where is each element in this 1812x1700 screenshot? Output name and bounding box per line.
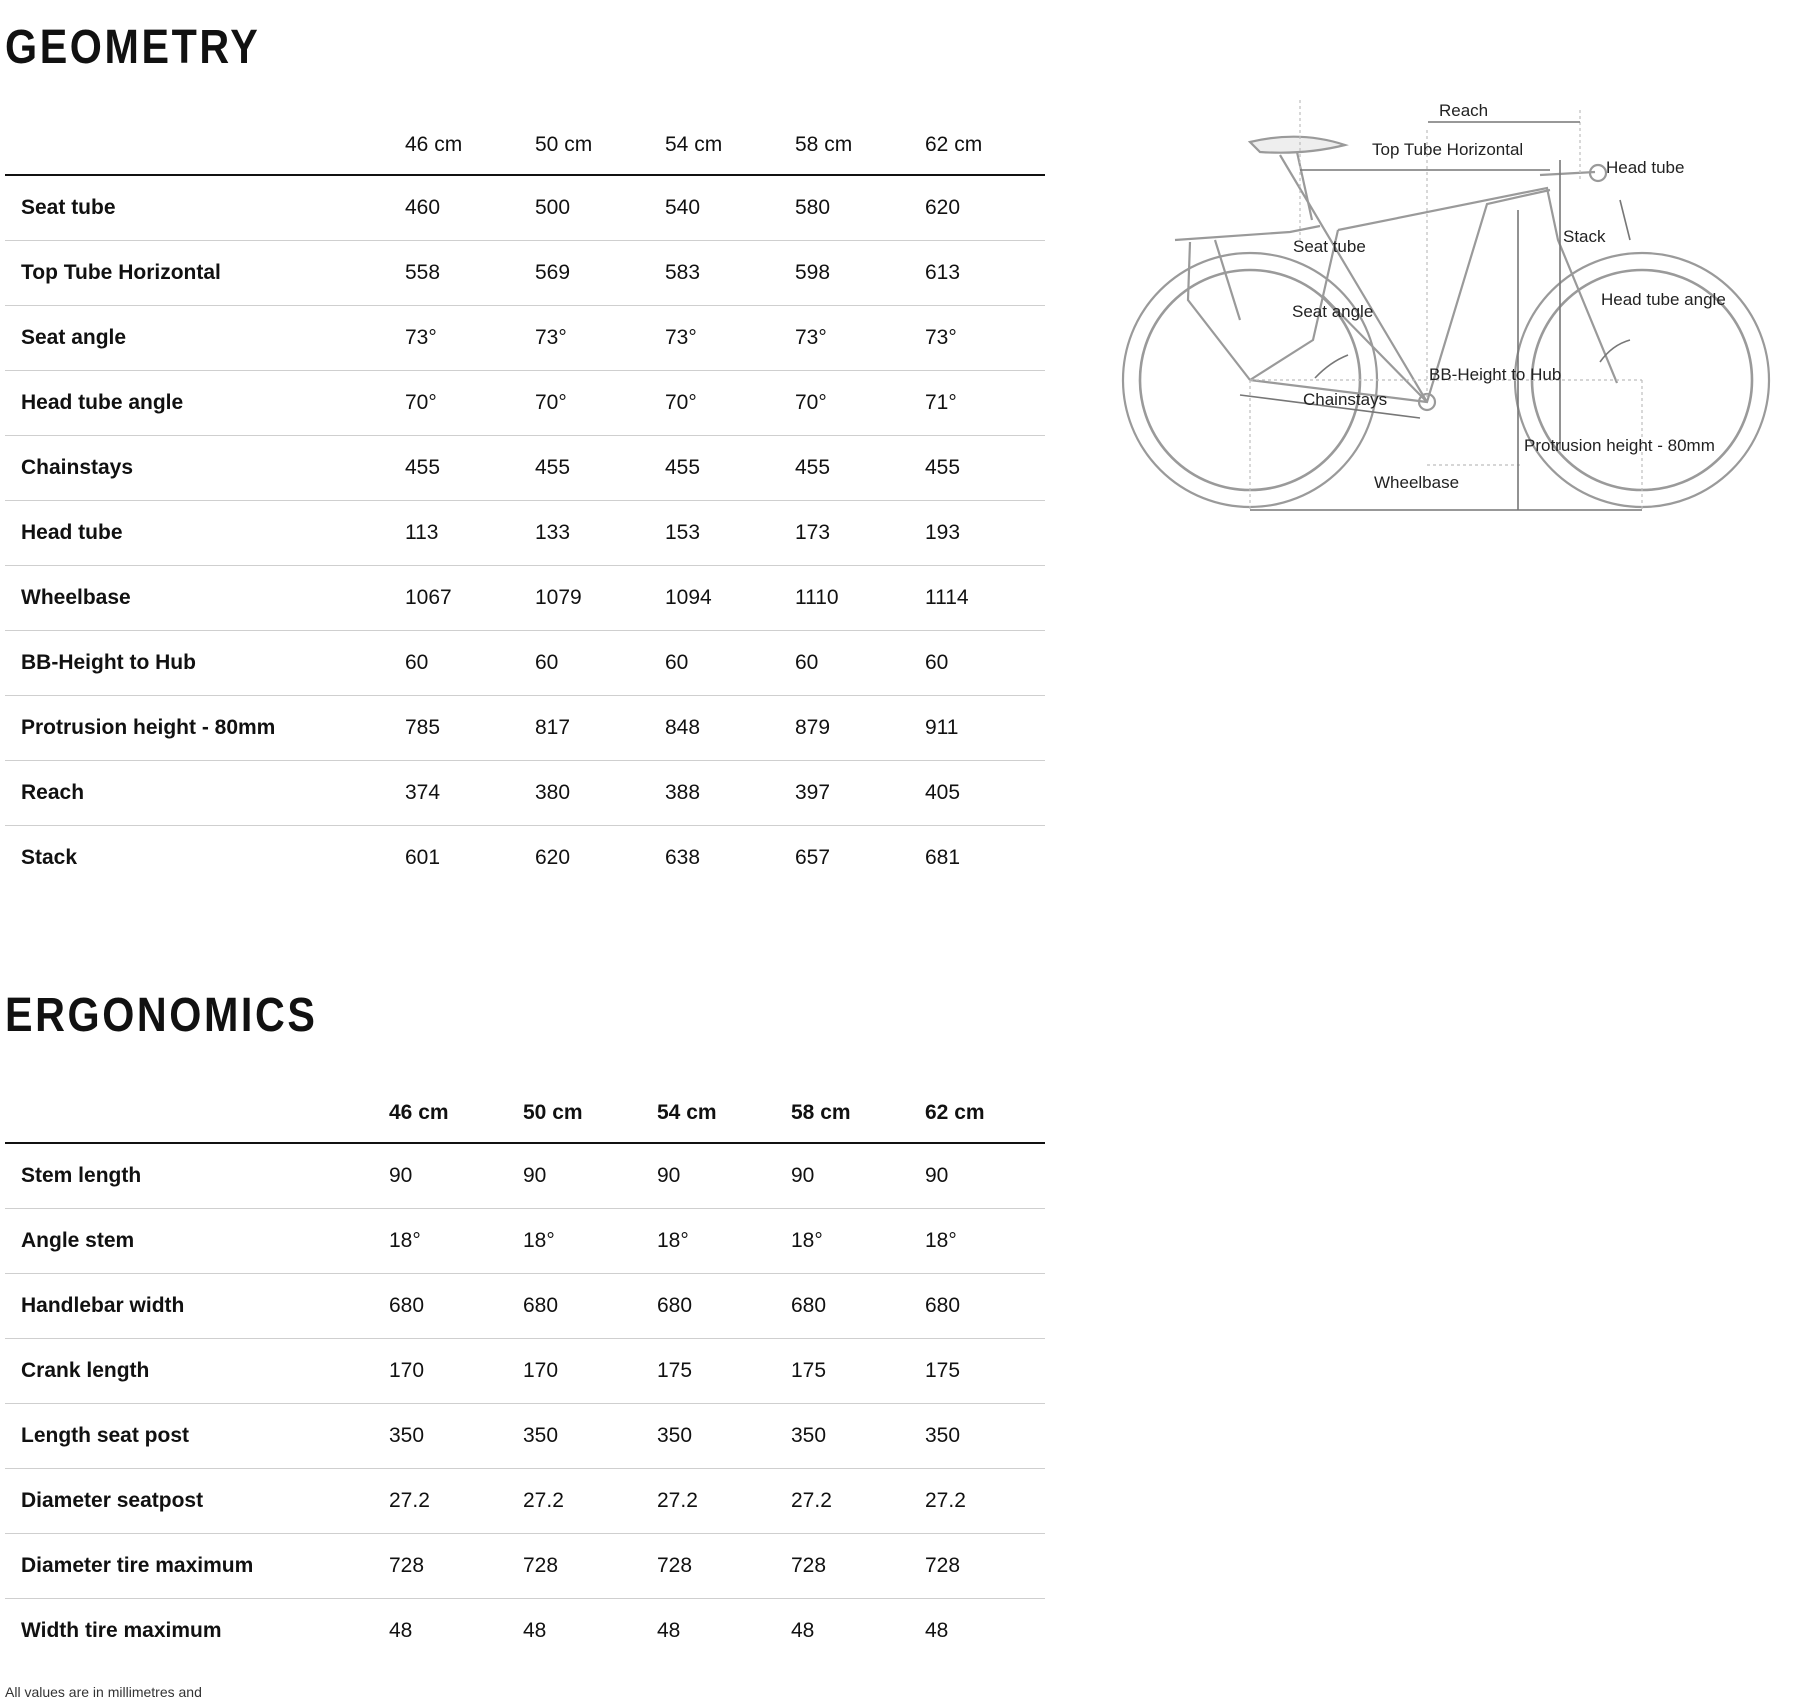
geometry-cell: 60	[535, 650, 559, 674]
ergonomics-row	[5, 1468, 1045, 1533]
diagram-label-protrusion: Protrusion height - 80mm	[1524, 436, 1715, 455]
geometry-cell: 620	[535, 845, 571, 869]
ergonomics-row-label: Crank length	[21, 1358, 150, 1382]
geometry-cell: 601	[405, 845, 441, 869]
geometry-row	[5, 500, 1045, 565]
ergonomics-row-label: Handlebar width	[21, 1293, 185, 1317]
ergonomics-cell: 680	[523, 1293, 559, 1317]
ergonomics-cell: 18°	[657, 1228, 689, 1252]
geometry-cell: 540	[665, 195, 701, 219]
geometry-row	[5, 240, 1045, 305]
geometry-row-label: Stack	[21, 845, 78, 869]
geometry-cell: 405	[925, 780, 961, 804]
geometry-cell: 1094	[665, 585, 712, 609]
ergonomics-cell: 27.2	[925, 1488, 966, 1512]
geometry-cell: 681	[925, 845, 961, 869]
ergonomics-cell: 48	[657, 1618, 681, 1642]
geometry-title: GEOMETRY	[5, 21, 261, 74]
ergonomics-cell: 170	[523, 1358, 559, 1382]
geometry-cell: 455	[535, 455, 571, 479]
geometry-col-header: 58 cm	[795, 133, 853, 156]
diagram-label-reach: Reach	[1439, 101, 1489, 120]
geometry-cell: 638	[665, 845, 701, 869]
ergonomics-cell: 27.2	[791, 1488, 832, 1512]
geometry-cell: 620	[925, 195, 961, 219]
ergonomics-col-header: 54 cm	[657, 1101, 717, 1124]
geometry-cell: 500	[535, 195, 571, 219]
geometry-cell: 613	[925, 260, 961, 284]
geometry-cell: 70°	[535, 390, 567, 414]
geometry-row-label: Seat angle	[21, 325, 127, 349]
geometry-cell: 1067	[405, 585, 452, 609]
ergonomics-header-row	[5, 1084, 1045, 1143]
geometry-row	[5, 305, 1045, 370]
ergonomics-cell: 48	[791, 1618, 815, 1642]
geometry-cell: 133	[535, 520, 571, 544]
geometry-cell: 580	[795, 195, 831, 219]
geometry-row-label: Reach	[21, 780, 85, 804]
geometry-cell: 73°	[795, 325, 827, 349]
diagram-label-chainstays: Chainstays	[1303, 390, 1388, 409]
geometry-row	[5, 175, 1045, 240]
geometry-cell: 460	[405, 195, 441, 219]
geometry-cell: 1110	[795, 585, 839, 609]
ergonomics-row	[5, 1598, 1045, 1663]
ergonomics-cell: 48	[523, 1618, 547, 1642]
geometry-cell: 558	[405, 260, 441, 284]
geometry-cell: 73°	[535, 325, 567, 349]
geometry-row-label: Seat tube	[21, 195, 116, 219]
geometry-cell: 71°	[925, 390, 957, 414]
geometry-col-header: 62 cm	[925, 133, 983, 156]
ergonomics-row	[5, 1403, 1045, 1468]
ergonomics-cell: 680	[925, 1293, 961, 1317]
geometry-cell: 848	[665, 715, 701, 739]
ergonomics-cell: 18°	[791, 1228, 823, 1252]
ergonomics-row	[5, 1143, 1045, 1208]
ergonomics-cell: 350	[389, 1423, 425, 1447]
geometry-cell: 598	[795, 260, 831, 284]
ergonomics-cell: 350	[657, 1423, 693, 1447]
diagram-label-stack: Stack	[1563, 227, 1606, 246]
geometry-cell: 60	[795, 650, 819, 674]
geometry-cell: 60	[665, 650, 689, 674]
bike-geometry-diagram	[1120, 100, 1800, 530]
geometry-cell: 911	[925, 715, 959, 739]
ergonomics-cell: 175	[657, 1358, 693, 1382]
ergonomics-cell: 18°	[925, 1228, 957, 1252]
ergonomics-cell: 48	[925, 1618, 949, 1642]
geometry-cell: 193	[925, 520, 961, 544]
geometry-cell: 657	[795, 845, 831, 869]
ergonomics-cell: 728	[389, 1553, 425, 1577]
geometry-cell: 455	[665, 455, 701, 479]
geometry-cell: 455	[405, 455, 441, 479]
diagram-label-bb-height: BB-Height to Hub	[1429, 365, 1562, 384]
ergonomics-cell: 350	[925, 1423, 961, 1447]
ergonomics-col-header: 58 cm	[791, 1101, 851, 1124]
geometry-cell: 153	[665, 520, 701, 544]
ergonomics-cell: 175	[925, 1358, 961, 1382]
footnote: All values are in millimetres and	[5, 1684, 202, 1700]
geometry-row-label: BB-Height to Hub	[21, 650, 196, 674]
geometry-row	[5, 760, 1045, 825]
ergonomics-col-header: 46 cm	[389, 1101, 449, 1124]
geometry-cell: 1114	[925, 585, 969, 609]
ergonomics-title: ERGONOMICS	[5, 989, 318, 1042]
geometry-cell: 397	[795, 780, 831, 804]
geometry-cell: 60	[405, 650, 429, 674]
ergonomics-cell: 27.2	[657, 1488, 698, 1512]
geometry-cell: 374	[405, 780, 441, 804]
geometry-row-label: Head tube angle	[21, 390, 184, 414]
ergonomics-cell: 90	[523, 1163, 547, 1187]
geometry-cell: 785	[405, 715, 441, 739]
geometry-row	[5, 630, 1045, 695]
geometry-cell: 1079	[535, 585, 582, 609]
geometry-row	[5, 695, 1045, 760]
geometry-cell: 113	[405, 520, 439, 544]
diagram-label-wheelbase: Wheelbase	[1374, 473, 1460, 492]
ergonomics-col-header: 50 cm	[523, 1101, 583, 1124]
ergonomics-row	[5, 1273, 1045, 1338]
geometry-cell: 879	[795, 715, 831, 739]
geometry-cell: 70°	[795, 390, 827, 414]
ergonomics-cell: 90	[925, 1163, 949, 1187]
ergonomics-row-label: Length seat post	[21, 1423, 190, 1447]
geometry-row	[5, 565, 1045, 630]
ergonomics-cell: 18°	[523, 1228, 555, 1252]
geometry-cell: 73°	[405, 325, 437, 349]
geometry-col-header: 50 cm	[535, 133, 593, 156]
diagram-label-seat-tube: Seat tube	[1293, 237, 1366, 256]
diagram-label-top-tube: Top Tube Horizontal	[1372, 140, 1524, 159]
geometry-row-label: Top Tube Horizontal	[21, 260, 221, 284]
geometry-col-header: 54 cm	[665, 133, 723, 156]
ergonomics-table	[5, 1084, 1045, 1663]
ergonomics-cell: 90	[657, 1163, 681, 1187]
geometry-row-label: Head tube	[21, 520, 123, 544]
geometry-cell: 173	[795, 520, 831, 544]
geometry-cell: 73°	[665, 325, 697, 349]
diagram-label-head-tube-angle: Head tube angle	[1601, 290, 1726, 309]
ergonomics-cell: 350	[791, 1423, 827, 1447]
geometry-row	[5, 435, 1045, 500]
geometry-cell: 380	[535, 780, 571, 804]
geometry-row	[5, 825, 1045, 890]
diagram-label-head-tube: Head tube	[1606, 158, 1685, 177]
ergonomics-header-empty	[5, 1084, 389, 1143]
geometry-cell: 60	[925, 650, 949, 674]
geometry-cell: 569	[535, 260, 571, 284]
geometry-cell: 455	[795, 455, 831, 479]
ergonomics-cell: 90	[389, 1163, 413, 1187]
ergonomics-cell: 728	[791, 1553, 827, 1577]
ergonomics-cell: 27.2	[389, 1488, 430, 1512]
geometry-header-row	[5, 116, 1045, 175]
geometry-row	[5, 370, 1045, 435]
ergonomics-cell: 18°	[389, 1228, 421, 1252]
ergonomics-col-header: 62 cm	[925, 1101, 985, 1124]
ergonomics-cell: 680	[791, 1293, 827, 1317]
ergonomics-row	[5, 1533, 1045, 1598]
ergonomics-row-label: Angle stem	[21, 1228, 135, 1252]
ergonomics-cell: 27.2	[523, 1488, 564, 1512]
ergonomics-cell: 680	[389, 1293, 425, 1317]
geometry-cell: 388	[665, 780, 701, 804]
ergonomics-cell: 680	[657, 1293, 693, 1317]
ergonomics-row	[5, 1208, 1045, 1273]
geometry-cell: 583	[665, 260, 701, 284]
geometry-row-label: Wheelbase	[21, 585, 131, 609]
geometry-row-label: Chainstays	[21, 455, 134, 479]
ergonomics-cell: 728	[925, 1553, 961, 1577]
ergonomics-cell: 90	[791, 1163, 815, 1187]
ergonomics-cell: 350	[523, 1423, 559, 1447]
geometry-table	[5, 116, 1045, 890]
ergonomics-row-label: Diameter tire maximum	[21, 1553, 254, 1577]
ergonomics-row	[5, 1338, 1045, 1403]
geometry-cell: 817	[535, 715, 571, 739]
diagram-label-seat-angle: Seat angle	[1292, 302, 1374, 321]
geometry-cell: 455	[925, 455, 961, 479]
ergonomics-cell: 175	[791, 1358, 827, 1382]
ergonomics-cell: 170	[389, 1358, 425, 1382]
ergonomics-cell: 728	[523, 1553, 559, 1577]
geometry-cell: 70°	[665, 390, 697, 414]
geometry-header-empty	[5, 116, 405, 175]
diagram-labels	[1292, 101, 1726, 492]
ergonomics-row-label: Stem length	[21, 1163, 142, 1187]
geometry-cell: 70°	[405, 390, 437, 414]
ergonomics-row-label: Diameter seatpost	[21, 1488, 204, 1512]
geometry-cell: 73°	[925, 325, 957, 349]
ergonomics-cell: 48	[389, 1618, 413, 1642]
ergonomics-cell: 728	[657, 1553, 693, 1577]
ergonomics-row-label: Width tire maximum	[21, 1618, 222, 1642]
geometry-col-header: 46 cm	[405, 133, 463, 156]
geometry-row-label: Protrusion height - 80mm	[21, 715, 276, 739]
